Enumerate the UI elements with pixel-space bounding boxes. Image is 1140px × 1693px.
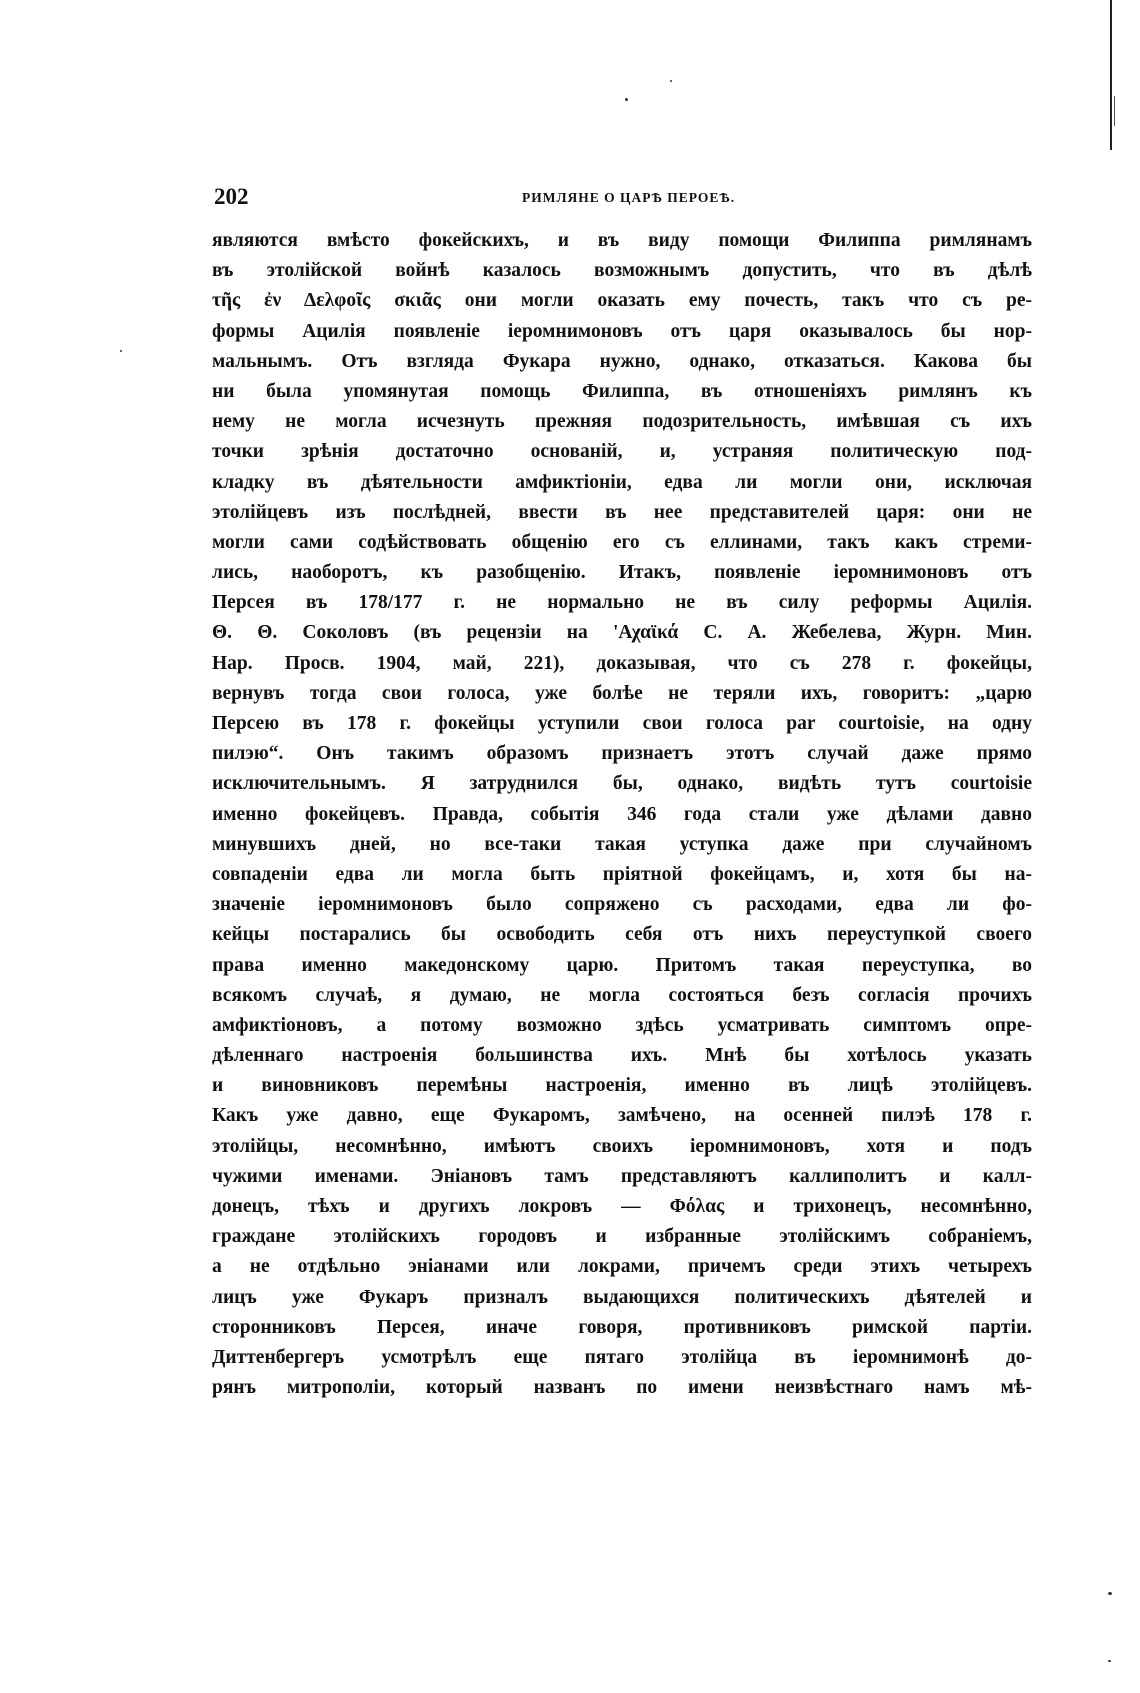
- text-line: τῆς ἐν Δελφοῖς σκιᾶς они могли оказать ему почесть, такъ что съ ре-: [212, 290, 1032, 312]
- text-line: пилэю“. Онъ такимъ образомъ признаетъ этотъ случай даже прямо: [212, 743, 1032, 765]
- text-line: ни была упомянутая помощь Филиппа, въ отношеніяхъ римлянъ къ: [212, 380, 1032, 402]
- text-line: граждане этолійскихъ городовъ и избранные этолійскимъ собраніемъ,: [212, 1226, 1032, 1248]
- text-line: дѣленнаго настроенія большинства ихъ. Мнѣ бы хотѣлось указать: [212, 1045, 1032, 1067]
- text-line: сторонниковъ Персея, иначе говоря, противниковъ римской партіи.: [212, 1316, 1032, 1338]
- text-line: этолійцевъ изъ послѣдней, ввести въ нее представителей царя: они не: [212, 501, 1032, 523]
- text-line: Θ. Θ. Соколовъ (въ рецензіи на 'Αχαϊκά С. А. Жебелева, Журн. Мин.: [212, 622, 1032, 644]
- text-line: кладку въ дѣятельности амфиктіоніи, едва ли могли они, исключая: [212, 471, 1032, 493]
- text-line: Диттенбергеръ усмотрѣлъ еще пятаго этолійца въ іеромнимонѣ до-: [212, 1346, 1032, 1368]
- text-line: нему не могла исчезнуть прежняя подозрительность, имѣвшая съ ихъ: [212, 411, 1032, 433]
- scan-speck: [625, 98, 628, 101]
- text-line: вернувъ тогда свои голоса, уже болѣе не теряли ихъ, говоритъ: „царю: [212, 682, 1032, 704]
- text-line: въ этолійской войнѣ казалось возможнымъ допустить, что въ дѣлѣ: [212, 260, 1032, 282]
- text-line: Какъ уже давно, еще Фукаромъ, замѣчено, на осенней пилэѣ 178 г.: [212, 1105, 1032, 1127]
- text-line: всякомъ случаѣ, я думаю, не могла состояться безъ согласія прочихъ: [212, 984, 1032, 1006]
- text-line: могли сами содѣйствовать общенію его съ еллинами, такъ какъ стреми-: [212, 531, 1032, 553]
- scan-speck: [670, 80, 672, 82]
- text-line: лицъ уже Фукаръ призналъ выдающихся политическихъ дѣятелей и: [212, 1286, 1032, 1308]
- text-line: Персею въ 178 г. фокейцы уступили свои голоса par courtoisie, на одну: [212, 713, 1032, 734]
- text-line: амфиктіоновъ, а потому возможно здѣсь усматривать симптомъ опре-: [212, 1014, 1032, 1036]
- scan-edge-line: [1114, 96, 1115, 126]
- text-line: исключительнымъ. Я затруднился бы, однако, видѣть тутъ courtoisie: [212, 773, 1032, 795]
- scan-speck: [120, 350, 122, 352]
- scan-edge-line: [1110, 0, 1112, 150]
- text-line: значеніе іеромнимоновъ было сопряжено съ расходами, едва ли фо-: [212, 894, 1032, 916]
- page-number: 202: [214, 184, 249, 209]
- text-line: Нар. Просв. 1904, май, 221), доказывая, что съ 278 г. фокейцы,: [212, 652, 1032, 674]
- running-head: [214, 184, 1050, 212]
- text-line: чужими именами. Эніановъ тамъ представляютъ каллиполитъ и калл-: [212, 1165, 1032, 1187]
- text-line: донецъ, тѣхъ и другихъ локровъ — Φόλας и трихонецъ, несомнѣнно,: [212, 1196, 1032, 1217]
- text-line: минувшихъ дней, но все-таки такая уступка даже при случайномъ: [212, 833, 1032, 855]
- text-line: точки зрѣнія достаточно основаній, и, устраняя политическую под-: [212, 441, 1032, 463]
- text-line: рянъ митрополіи, который названъ по имени неизвѣстнаго намъ мѣ-: [212, 1377, 1032, 1399]
- text-line: формы Ацилія появленіе іеромнимоновъ отъ царя оказывалось бы нор-: [212, 320, 1032, 342]
- scan-speck: [1108, 1660, 1111, 1662]
- text-line: кейцы постарались бы освободить себя отъ нихъ переуступкой своего: [212, 924, 1032, 946]
- text-line: Персея въ 178/177 г. не нормально не въ силу реформы Ацилія.: [212, 592, 1032, 614]
- text-line: этолійцы, несомнѣнно, имѣютъ своихъ іеромнимоновъ, хотя и подъ: [212, 1135, 1032, 1157]
- text-line: именно фокейцевъ. Правда, событія 346 года стали уже дѣлами давно: [212, 803, 1032, 825]
- text-line: совпаденіи едва ли могла быть пріятной фокейцамъ, и, хотя бы на-: [212, 863, 1032, 885]
- text-line: лись, наоборотъ, къ разобщенію. Итакъ, появленіе іеромнимоновъ отъ: [212, 562, 1032, 584]
- text-line: права именно македонскому царю. Притомъ такая переуступка, во: [212, 954, 1032, 976]
- text-line: и виновниковъ перемѣны настроенія, именно въ лицѣ этолійцевъ.: [212, 1075, 1032, 1097]
- running-title: РИМЛЯНЕ О ЦАРѢ ПЕРОЕѢ.: [522, 190, 736, 205]
- body-text: [212, 226, 1032, 1403]
- scan-speck: [1108, 1592, 1112, 1595]
- text-line: являются вмѣсто фокейскихъ, и въ виду помощи Филиппа римлянамъ: [212, 230, 1032, 251]
- text-line: мальнымъ. Отъ взгляда Фукара нужно, однако, отказаться. Какова бы: [212, 350, 1032, 372]
- text-line: а не отдѣльно эніанами или локрами, причемъ среди этихъ четырехъ: [212, 1256, 1032, 1278]
